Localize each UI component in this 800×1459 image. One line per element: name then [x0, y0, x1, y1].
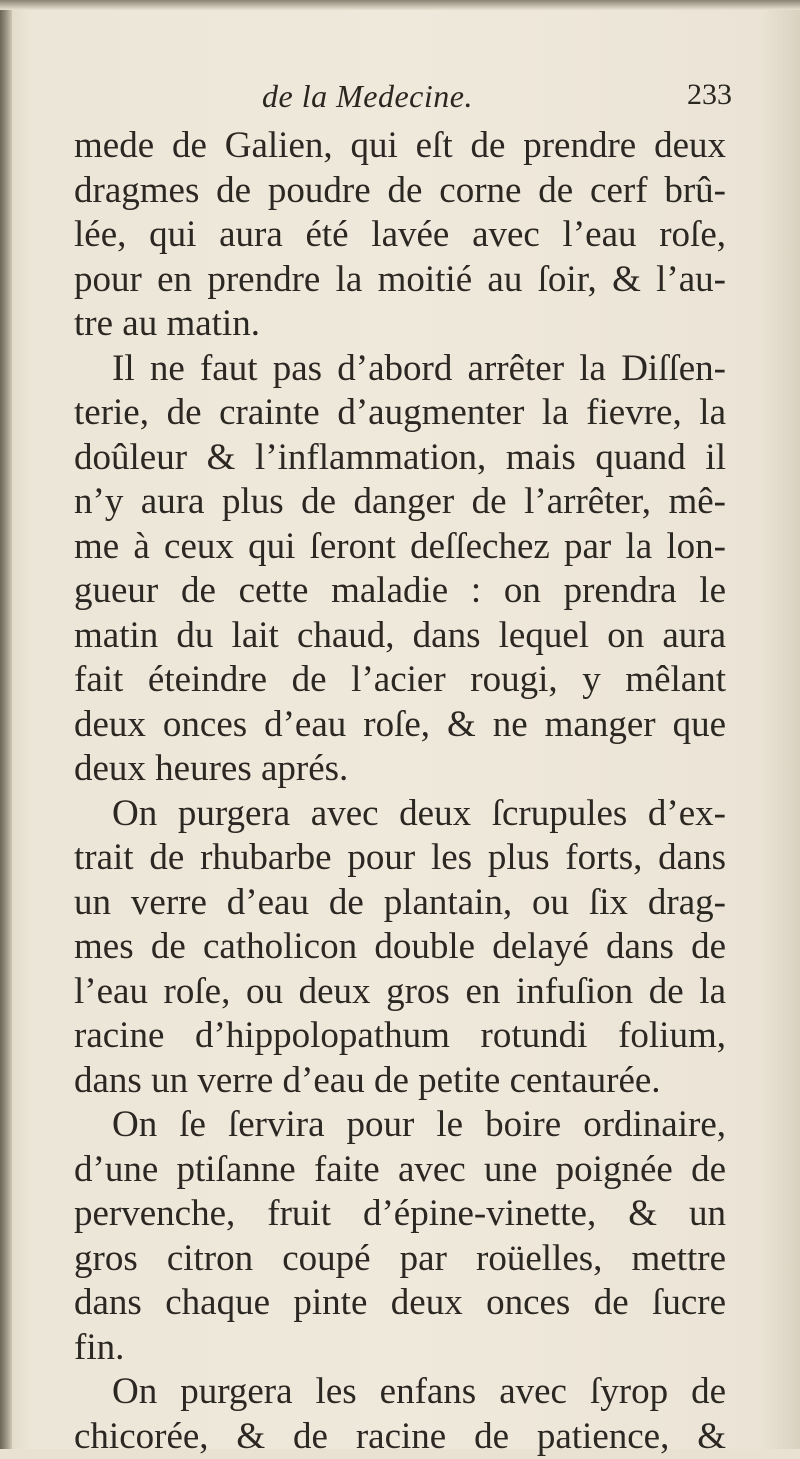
text-line: On purgera les enfans avec ſyrop de	[74, 1370, 726, 1415]
text-line: Il ne faut pas d’abord arrêter la Diſſen-	[74, 347, 726, 392]
text-line: racine d’hippolopathum rotundi folium,	[74, 1014, 726, 1059]
top-shadow	[0, 0, 800, 10]
text-line: pour en prendre la moitié au ſoir, & l’au-	[74, 258, 726, 303]
text-line: terie, de crainte d’augmenter la fievre, la	[74, 391, 726, 436]
text-line: fin.	[74, 1326, 726, 1371]
page-number: 233	[687, 78, 732, 112]
text-line: On purgera avec deux ſcrupules d’ex-	[74, 792, 726, 837]
text-line: chicorée, & de racine de patience, &	[74, 1415, 726, 1459]
text-line: On ſe ſervira pour le boire ordinaire,	[74, 1103, 726, 1148]
text-line: lée, qui aura été lavée avec l’eau roſe,	[74, 213, 726, 258]
text-line: mes de catholicon double delayé dans de	[74, 925, 726, 970]
text-line: me à ceux qui ſeront deſſechez par la lon-	[74, 525, 726, 570]
text-line: deux heures aprés.	[74, 747, 726, 792]
text-line: matin du lait chaud, dans lequel on aura	[74, 614, 726, 659]
text-line: tre au matin.	[74, 302, 726, 347]
text-line: dragmes de poudre de corne de cerf brû-	[74, 169, 726, 214]
text-line: pervenche, fruit d’épine-vinette, & un	[74, 1192, 726, 1237]
text-line: mede de Galien, qui eſt de prendre deux	[74, 124, 726, 169]
text-line: d’une ptiſanne faite avec une poignée de	[74, 1148, 726, 1193]
spine-edge	[0, 0, 12, 1449]
text-line: trait de rhubarbe pour les plus forts, dans	[74, 836, 726, 881]
text-line: dans un verre d’eau de petite centaurée.	[74, 1059, 726, 1104]
running-head	[72, 78, 732, 118]
text-line: gros citron coupé par roüelles, mettre	[74, 1237, 726, 1282]
text-line: doûleur & l’inflammation, mais quand il	[74, 436, 726, 481]
text-line: gueur de cette maladie : on prendra le	[74, 569, 726, 614]
text-line: l’eau roſe, ou deux gros en infuſion de la	[74, 970, 726, 1015]
text-line: fait éteindre de l’acier rougi, y mêlant	[74, 658, 726, 703]
text-line: deux onces d’eau roſe, & ne manger que	[74, 703, 726, 748]
body-text	[74, 124, 726, 1459]
text-line: n’y aura plus de danger de l’arrêter, mê-	[74, 480, 726, 525]
running-title: de la Medecine.	[262, 78, 473, 115]
text-line: un verre d’eau de plantain, ou ſix drag-	[74, 881, 726, 926]
text-line: dans chaque pinte deux onces de ſucre	[74, 1281, 726, 1326]
